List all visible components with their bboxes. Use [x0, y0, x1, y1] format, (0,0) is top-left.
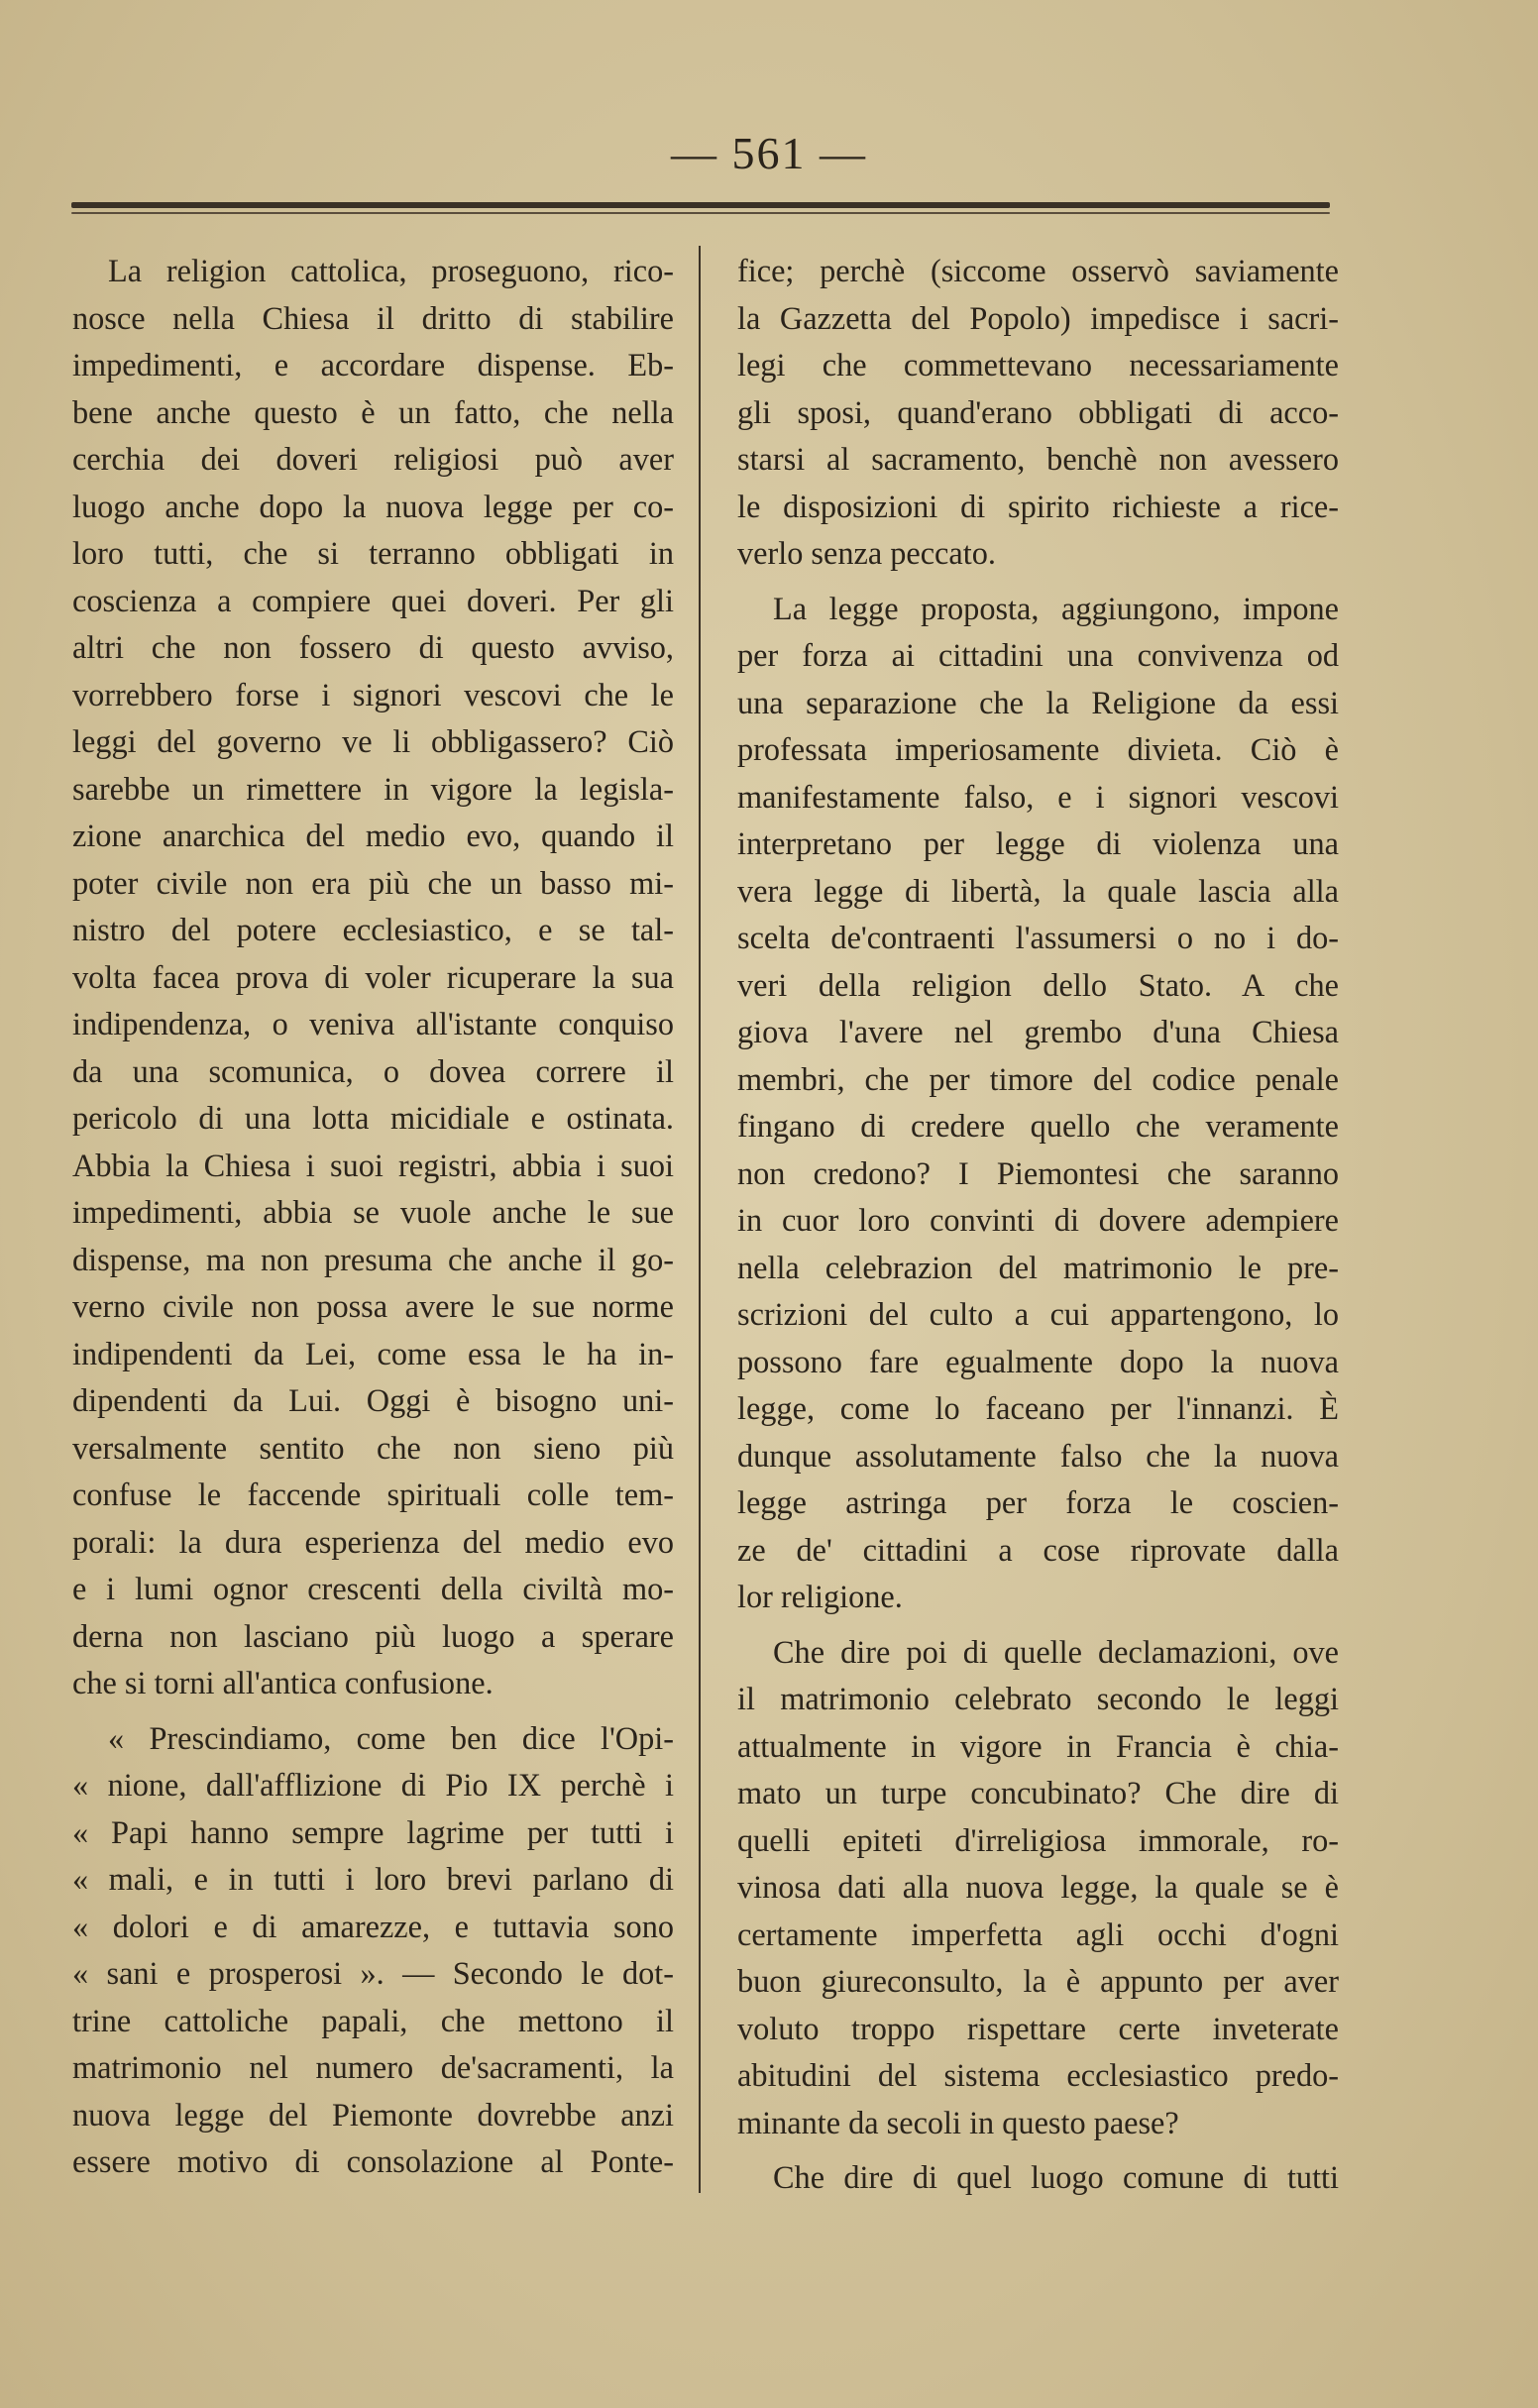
text-line: per forza ai cittadini una convivenza od — [737, 637, 1339, 673]
text-line: da una scomunica, o dovea correre il — [72, 1052, 674, 1089]
text-line: Che dire poi di quelle declamazioni, ove — [773, 1633, 1339, 1670]
text-line: scelta de'contraenti l'assumersi o no i do- — [737, 920, 1339, 955]
text-line: in cuor loro convinti di dovere adempiere — [737, 1202, 1339, 1238]
text-line: indipendenti da Lei, come essa le ha in- — [72, 1335, 674, 1371]
text-line: dispense, ma non presuma che anche il go- — [72, 1241, 674, 1277]
text-line: il matrimonio celebrato secondo le leggi — [737, 1681, 1339, 1716]
text-line: minante da secoli in questo paese? — [737, 2104, 1179, 2140]
text-line: volta facea prova di voler ricuperare la sua — [72, 958, 674, 995]
text-line: buon giureconsulto, la è appunto per aver — [737, 1963, 1339, 1999]
text-line: Che dire di quel luogo comune di tutti — [773, 2159, 1339, 2195]
text-line: cerchia dei doveri religiosi può aver — [72, 441, 674, 477]
text-line: nuova legge del Piemonte dovrebbe anzi — [72, 2096, 674, 2133]
text-line: altri che non fossero di questo avviso, — [72, 629, 674, 665]
text-line: « Prescindiamo, come ben dice l'Opi- — [108, 1719, 674, 1756]
text-line: essere motivo di consolazione al Ponte- — [72, 2143, 674, 2179]
text-line: zione anarchica del medio evo, quando il — [72, 818, 674, 853]
text-line: la Gazzetta del Popolo) impedisce i sacri- — [737, 299, 1339, 336]
column-divider — [699, 246, 701, 2193]
text-line: abitudini del sistema ecclesiastico predo- — [737, 2057, 1339, 2093]
text-line: trine cattoliche papali, che mettono il — [72, 2002, 674, 2038]
text-line: fingano di credere quello che veramente — [737, 1108, 1339, 1144]
text-line: confuse le faccende spirituali colle tem- — [72, 1477, 674, 1512]
text-line: « dolori e di amarezze, e tuttavia sono — [72, 1908, 674, 1944]
header-rule-thin — [71, 212, 1330, 214]
text-line: manifestamente falso, e i signori vescovi — [737, 778, 1339, 815]
text-line: nosce nella Chiesa il dritto di stabilire — [72, 299, 674, 336]
text-line: lor religione. — [737, 1579, 903, 1614]
text-line: legge astringa per forza le coscien- — [737, 1484, 1339, 1520]
text-line: derna non lasciano più luogo a sperare — [72, 1617, 674, 1654]
text-line: versalmente sentito che non sieno più — [72, 1429, 674, 1466]
text-line: luogo anche dopo la nuova legge per co- — [72, 488, 674, 524]
text-line: scrizioni del culto a cui appartengono, lo — [737, 1296, 1339, 1332]
page-number: — 561 — — [671, 128, 867, 178]
text-line: ze de' cittadini a cose riprovate dalla — [737, 1531, 1339, 1568]
text-line: dunque assolutamente falso che la nuova — [737, 1437, 1339, 1474]
text-line: nistro del potere ecclesiastico, e se tal- — [72, 912, 674, 947]
text-line: voluto troppo rispettare certe inveterate — [737, 2010, 1339, 2046]
text-line: fice; perchè (siccome osservò saviamente — [737, 253, 1339, 288]
text-line: vera legge di libertà, la quale lascia alla — [737, 872, 1339, 909]
text-line: verno civile non possa avere le sue norme — [72, 1288, 674, 1324]
text-line: legi che commettevano necessariamente — [737, 347, 1339, 383]
text-line: possono fare egualmente dopo la nuova — [737, 1343, 1339, 1379]
text-line: starsi al sacramento, benchè non avessero — [737, 441, 1339, 477]
text-line: porali: la dura esperienza del medio evo — [72, 1523, 674, 1560]
text-line: verlo senza peccato. — [737, 535, 996, 571]
text-line: La religion cattolica, proseguono, rico- — [108, 253, 674, 288]
text-line: coscienza a compiere quei doveri. Per gli — [72, 582, 674, 618]
text-line: « nione, dall'afflizione di Pio IX perchè i — [72, 1767, 674, 1803]
text-line: e i lumi ognor crescenti della civiltà mo- — [72, 1571, 674, 1606]
left-column — [72, 248, 674, 2186]
text-line: matrimonio nel numero de'sacramenti, la — [72, 2049, 674, 2085]
text-line: impedimenti, abbia se vuole anche le sue — [72, 1194, 674, 1230]
text-line: vinosa dati alla nuova legge, la quale se è — [737, 1869, 1339, 1905]
text-line: impedimenti, e accordare dispense. Eb- — [72, 347, 674, 383]
text-line: poter civile non era più che un basso mi- — [72, 864, 674, 901]
text-line: La legge proposta, aggiungono, impone — [773, 590, 1339, 626]
text-line: pericolo di una lotta micidiale e ostinata. — [72, 1100, 674, 1136]
text-line: legge, come lo faceano per l'innanzi. È — [737, 1390, 1339, 1426]
text-line: « Papi hanno sempre lagrime per tutti i — [72, 1813, 674, 1850]
text-line: sarebbe un rimettere in vigore la legisla- — [72, 770, 674, 807]
text-line: gli sposi, quand'erano obbligati di acco- — [737, 393, 1339, 430]
text-line: membri, che per timore del codice penale — [737, 1060, 1339, 1097]
header-rule — [71, 202, 1330, 208]
text-line: loro tutti, che si terranno obbligati in — [72, 535, 674, 571]
text-line: giova l'avere nel grembo d'una Chiesa — [737, 1014, 1339, 1049]
right-column — [737, 248, 1339, 2202]
text-line: che si torni all'antica confusione. — [72, 1665, 494, 1700]
text-line: mato un turpe concubinato? Che dire di — [737, 1775, 1339, 1810]
text-line: professata imperiosamente divieta. Ciò è — [737, 731, 1339, 767]
text-line: le disposizioni di spirito richieste a rice- — [737, 488, 1339, 524]
text-line: « mali, e in tutti i loro brevi parlano di — [72, 1861, 674, 1897]
text-line: attualmente in vigore in Francia è chia- — [737, 1727, 1339, 1764]
text-line: indipendenza, o veniva all'istante conquiso — [72, 1006, 674, 1041]
text-line: dipendenti da Lui. Oggi è bisogno uni- — [72, 1382, 674, 1418]
text-line: quelli epiteti d'irreligiosa immorale, ro- — [737, 1821, 1339, 1858]
text-line: veri della religion dello Stato. A che — [737, 966, 1339, 1003]
text-line: « sani e prosperosi ». — Secondo le dot- — [72, 1955, 674, 1991]
text-line: interpretano per legge di violenza una — [737, 825, 1339, 861]
text-line: non credono? I Piemontesi che saranno — [737, 1154, 1339, 1191]
text-line: Abbia la Chiesa i suoi registri, abbia i suoi — [72, 1147, 674, 1183]
text-line: vorrebbero forse i signori vescovi che le — [72, 676, 674, 712]
text-line: nella celebrazion del matrimonio le pre- — [737, 1249, 1339, 1285]
text-line: una separazione che la Religione da essi — [737, 684, 1339, 720]
text-line: certamente imperfetta agli occhi d'ogni — [737, 1915, 1339, 1952]
text-line: bene anche questo è un fatto, che nella — [72, 393, 674, 430]
text-line: leggi del governo ve li obbligassero? Ciò — [72, 723, 674, 759]
